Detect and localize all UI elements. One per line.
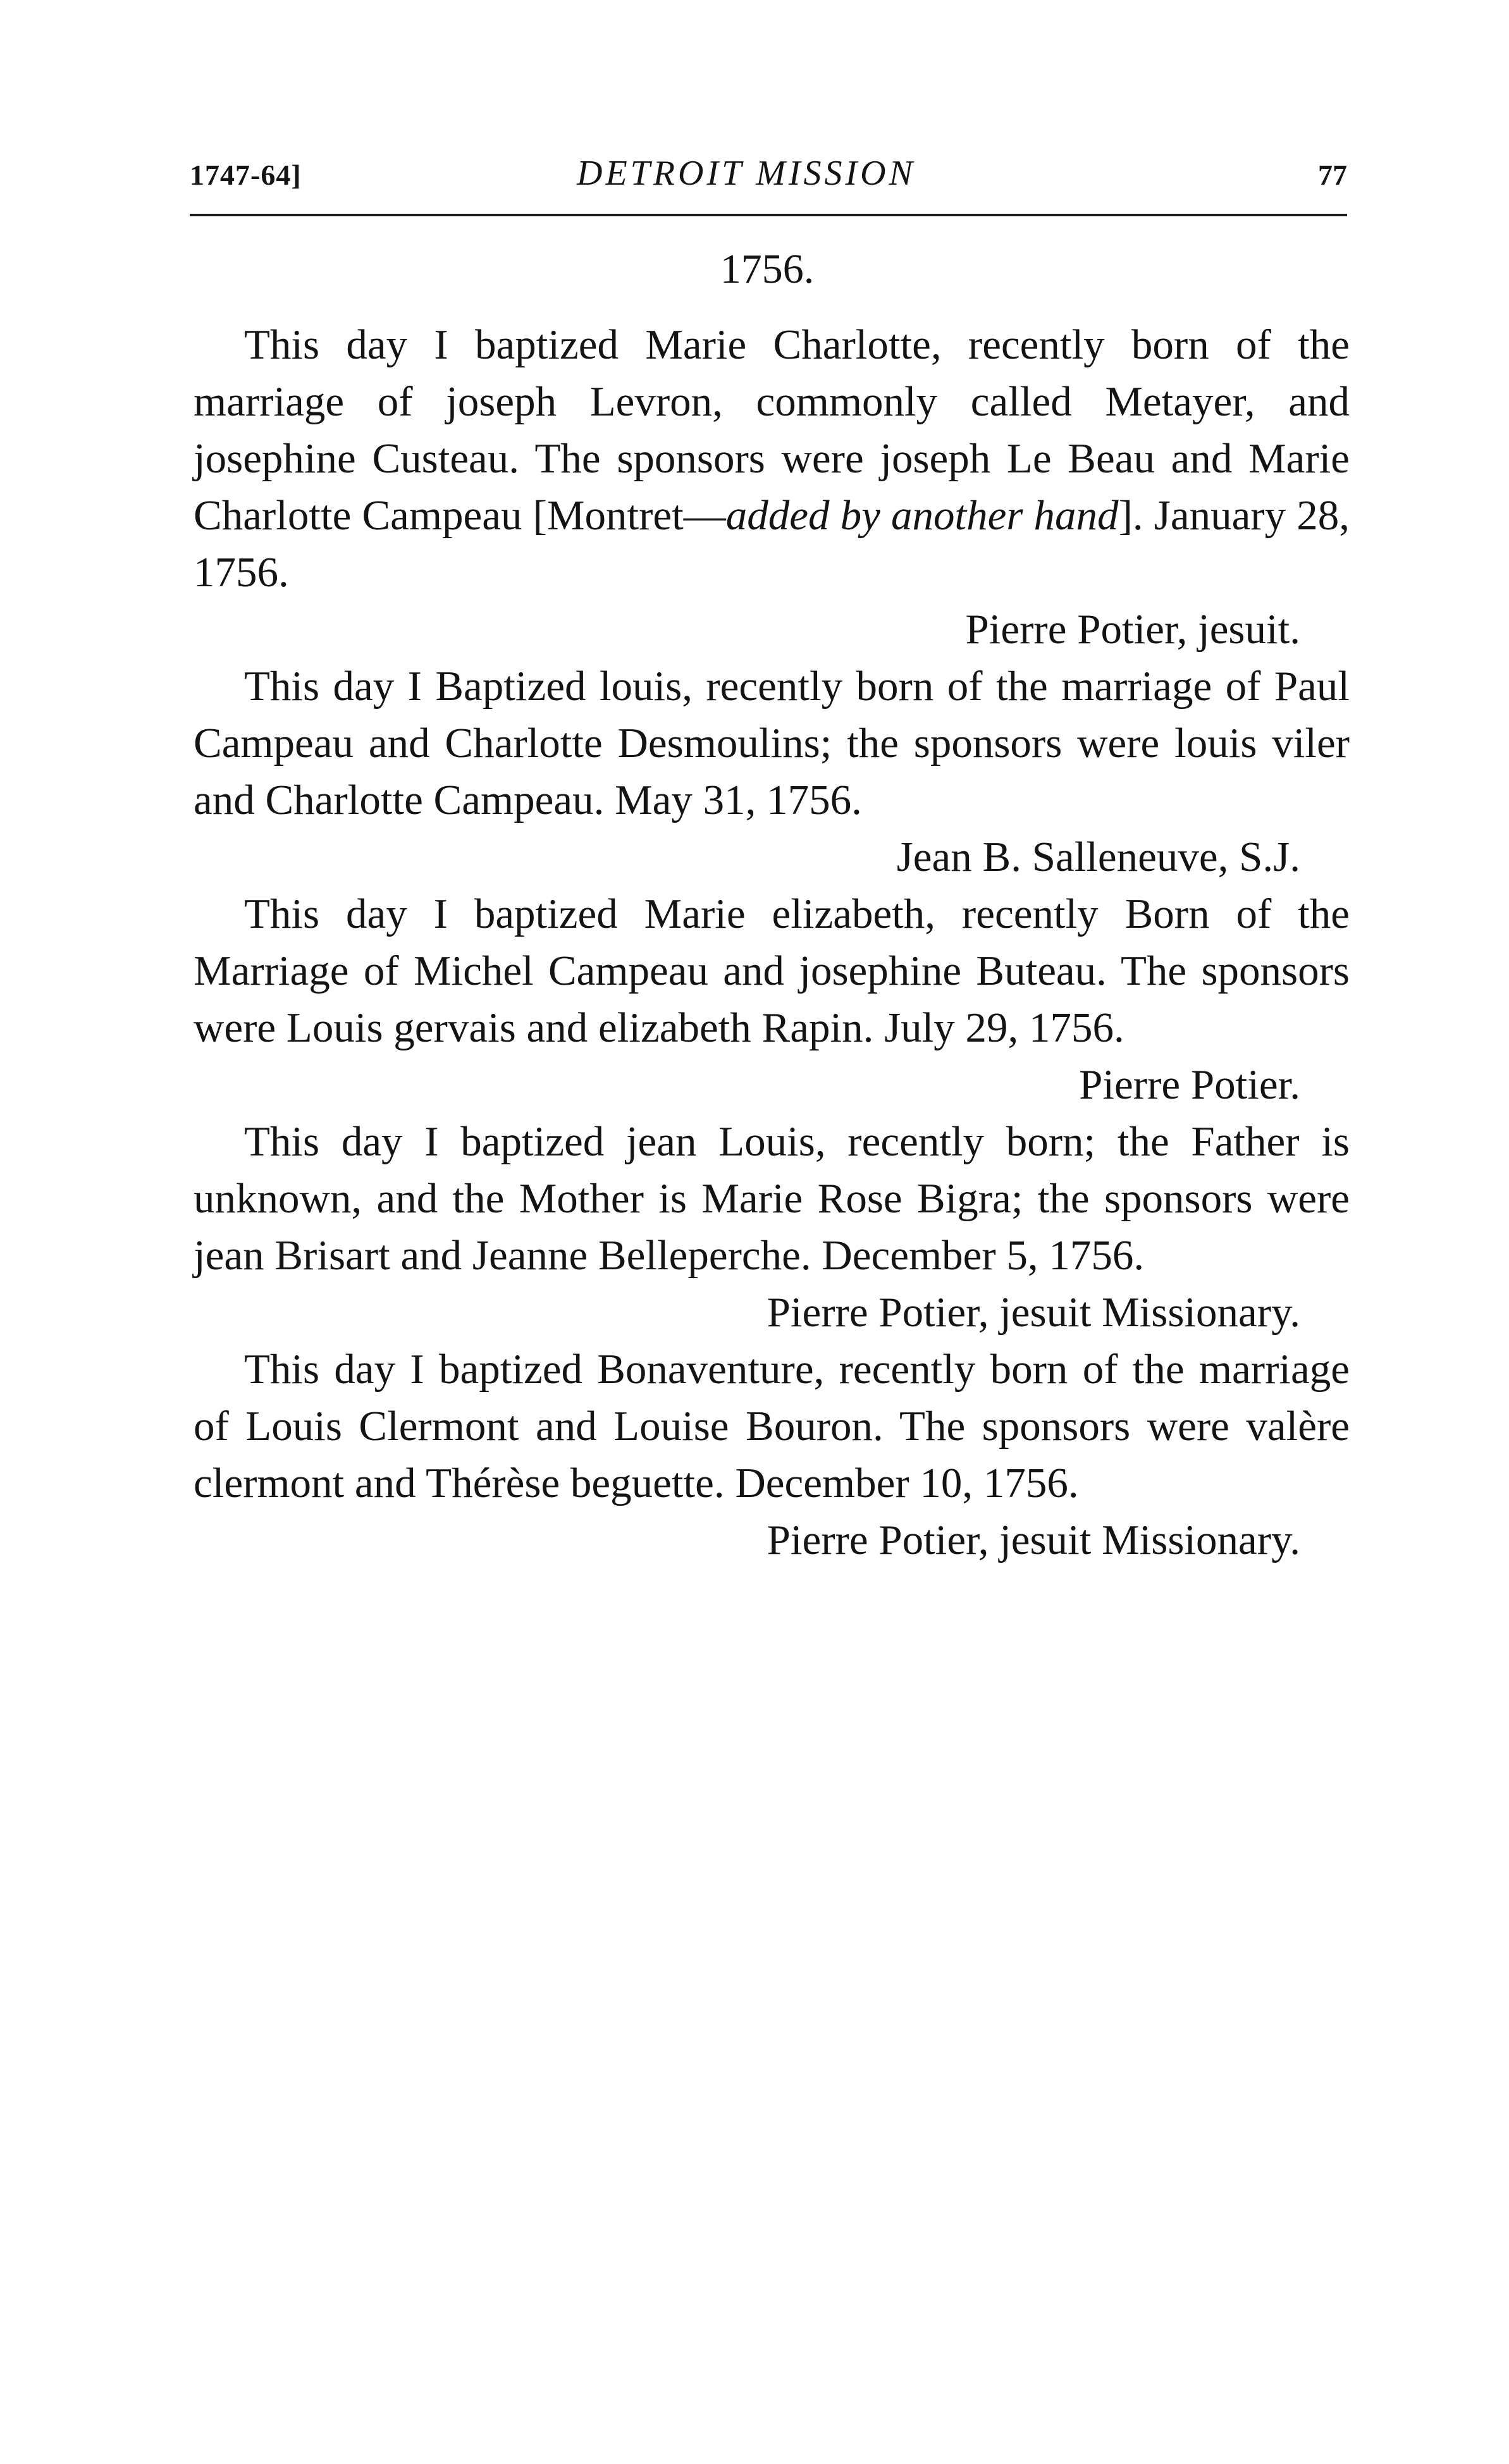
register-entries [194,316,1350,1568]
signature-2: Jean B. Salleneuve, S.J. [896,834,1300,880]
entry-text-part: ]. January 28, 1756. [194,492,1350,596]
header-rule [190,214,1347,216]
baptism-entry-5: This day I baptized Bonaventure, recently born of the marriage of Louis Clermont and Louise Bouron. The sponsors were valère clermont and Thérèse beguette. December 10, 1756. [194,1346,1350,1506]
year-heading: 1756. [720,246,815,292]
baptism-entry-4: This day I baptized jean Louis, recently born; the Father is unknown, and the Mother is Marie Rose Bigra; the sponsors were jean Brisart and Jeanne Belleperche. December 5, 1756. [194,1118,1350,1279]
baptism-entry-2: This day I Baptized louis, recently born of the marriage of Paul Campeau and Charlotte Desmoulins; the sponsors were louis viler and Charlotte Campeau. May 31, 1756. [194,663,1350,823]
baptism-entry-3: This day I baptized Marie elizabeth, recently Born of the Marriage of Michel Campeau and josephine Buteau. The sponsors were Louis gervais and elizabeth Rapin. July 29, 1756. [194,890,1350,1051]
header-date-range: 1747-64] [190,159,302,191]
signature-5: Pierre Potier, jesuit Missionary. [767,1517,1300,1563]
signature-4: Pierre Potier, jesuit Missionary. [767,1289,1300,1336]
signature-1: Pierre Potier, jesuit. [965,606,1300,653]
entry-annotation-italic: added by another hand [725,492,1119,539]
entry-text-part: This day I baptized Marie Charlotte, recently born of the marriage of joseph Levron, commonly called Metayer, and josephine Custeau. The sponsors were joseph Le Beau and Marie Charlotte Campeau [Montret— [194,321,1350,539]
page-number: 77 [1318,159,1347,191]
running-header [190,149,1347,200]
header-title: DETROIT MISSION [577,154,916,193]
baptism-entry-1 [194,316,1350,601]
signature-3: Pierre Potier. [1079,1061,1300,1108]
